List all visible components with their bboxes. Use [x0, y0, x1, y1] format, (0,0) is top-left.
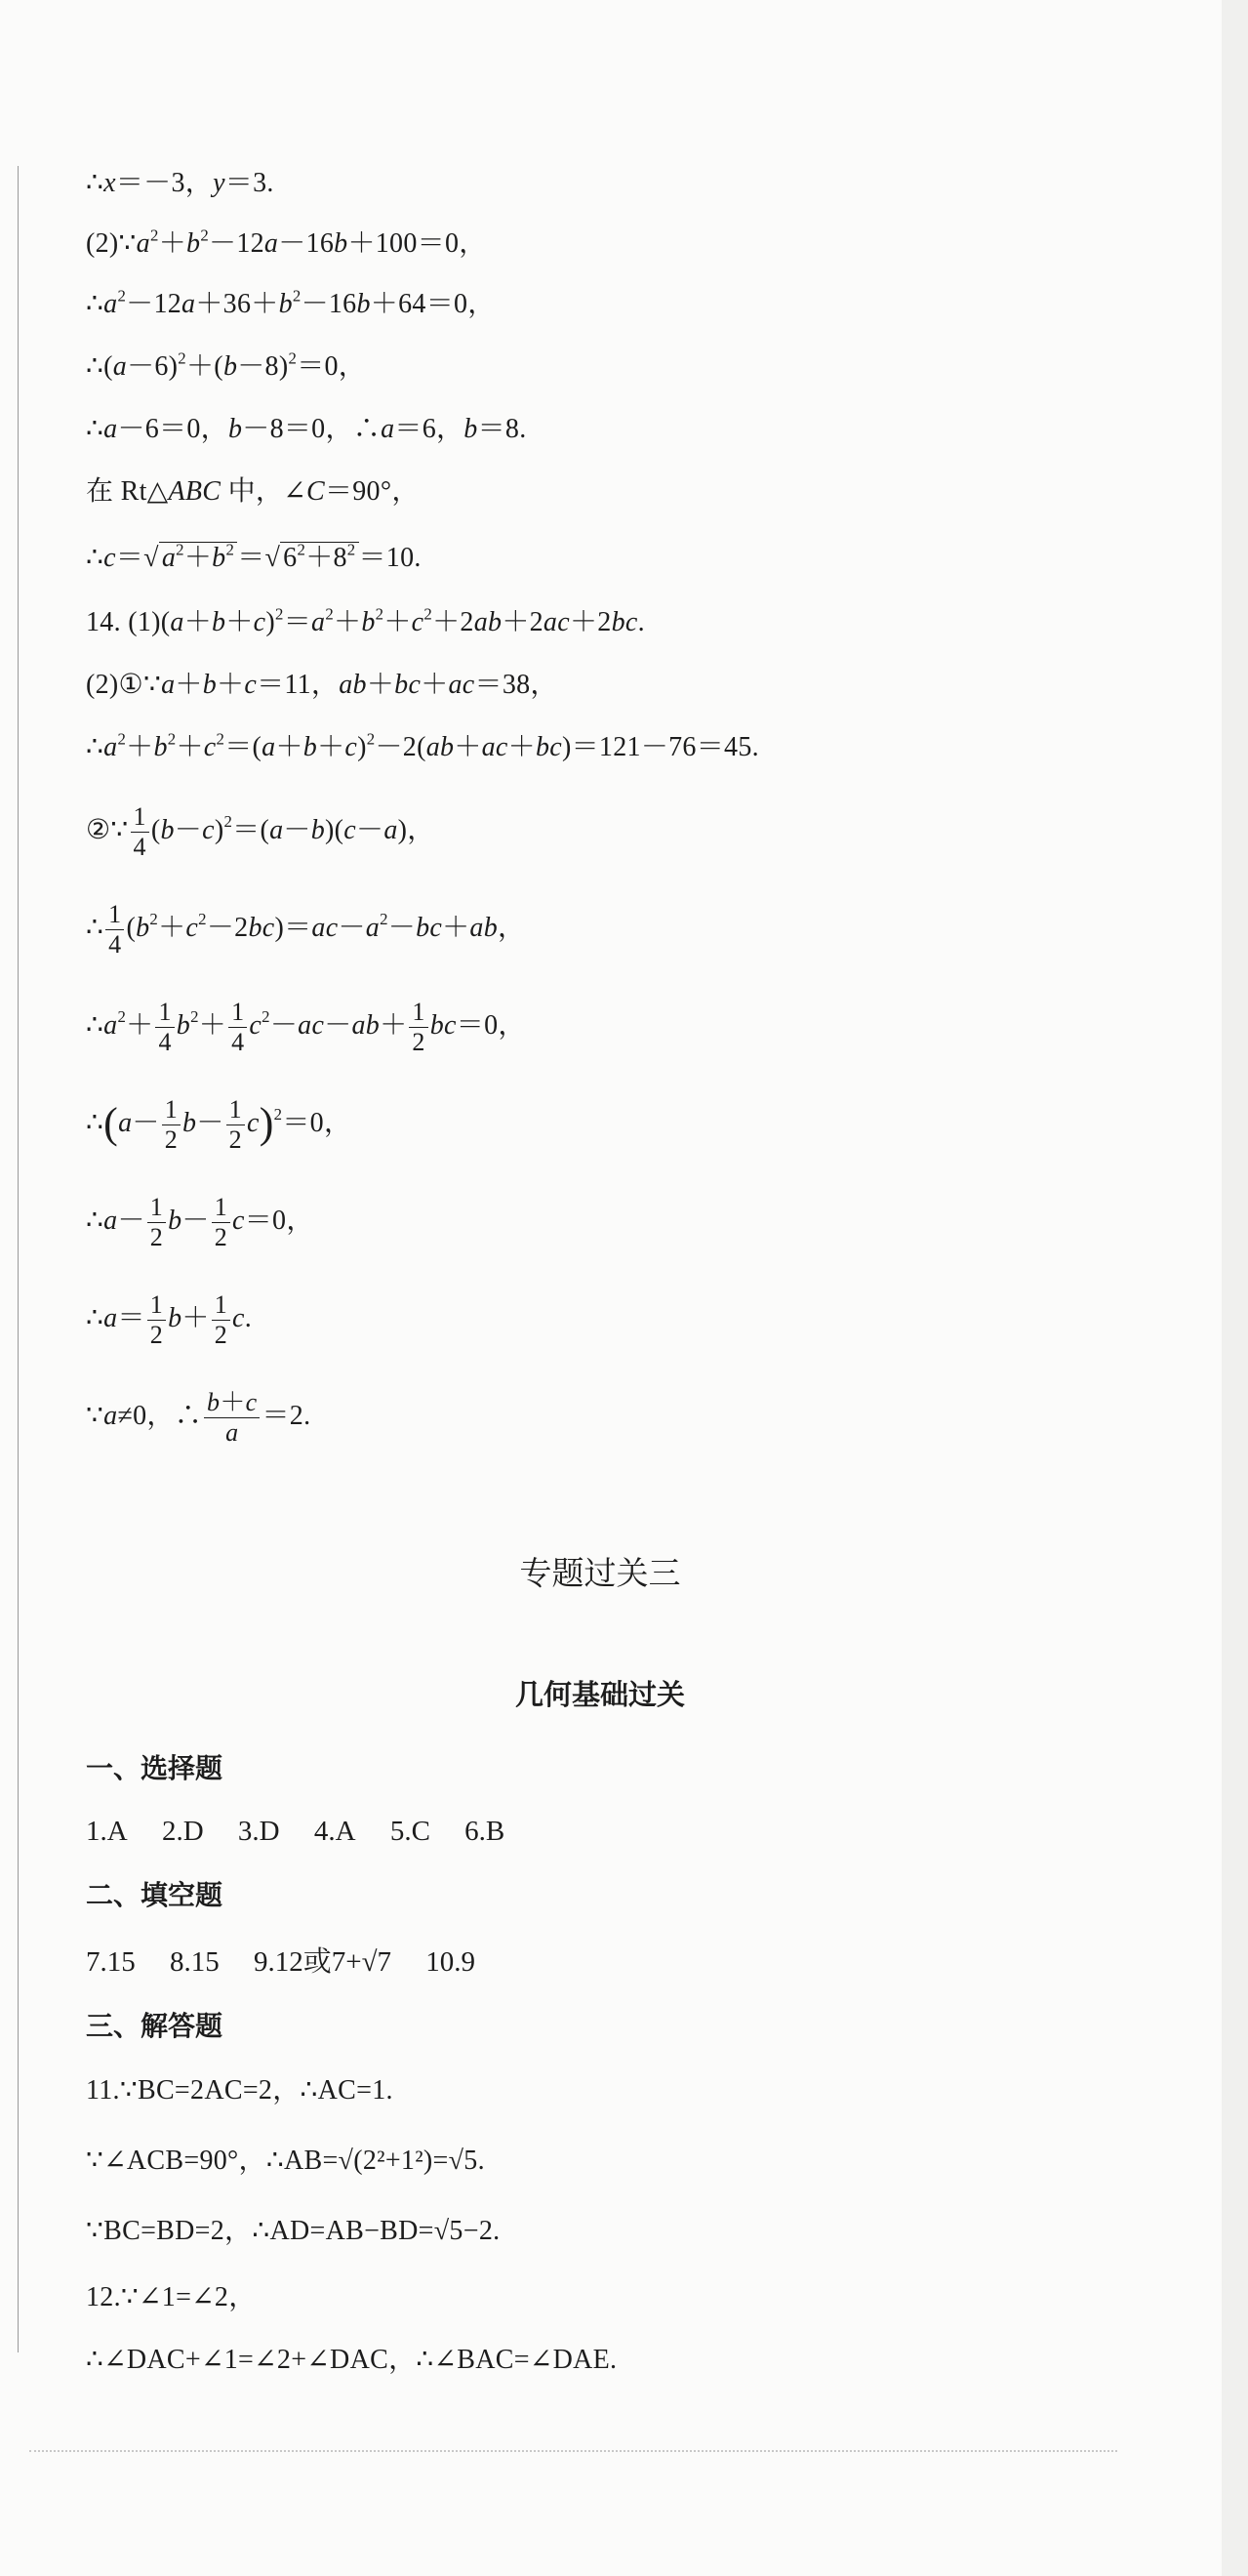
fill-answer: 9.12或7+√7 — [254, 1946, 392, 1978]
q11-line-1: 11.∵BC=2AC=2，∴AC=1. — [86, 2075, 393, 2106]
choice-answer: 6.B — [464, 1816, 505, 1847]
choice-answer: 5.C — [389, 1816, 430, 1847]
fill-answers — [86, 1942, 503, 1982]
q12-line-1: 12.∵∠1=∠2， — [86, 2282, 257, 2312]
choice-answer: 1.A — [86, 1816, 128, 1847]
page-edge-shadow — [1222, 0, 1248, 2576]
section-heading-solve: 三、解答题 — [86, 2010, 223, 2042]
bottom-dotted-rule — [29, 2450, 1117, 2452]
answer-line-7: ∴c＝√ $a^2+b^2$ ＝√ $6^2+8^2 =10$. — [86, 540, 422, 573]
choice-answer: 4.A — [313, 1816, 356, 1847]
answer-line-11: ②∵ $\frac{1}{4}$ $(b-c)^2=(a-b)(c-a)$， — [86, 802, 435, 861]
answer-line-8: 14. $(1)(a+b+c)^2=a^2+b^2+c^2+2ab+2ac+2bc$. — [86, 604, 645, 637]
answer-line-3: $\therefore a^2-12a+36+b^2-16b+64=0$， — [86, 286, 496, 319]
choice-answer: 3.D — [237, 1816, 280, 1847]
answer-line-12: ∴ $\frac{1}{4}$ $(b^2+c^2-2bc)=ac-a^2-bc+ab$， — [86, 900, 526, 959]
answer-line-16: ∴a＝ $\frac{1}{2}$ b＋ $\frac{1}{2}$ c. — [86, 1290, 253, 1349]
chapter-title: 专题过关三 — [519, 1554, 681, 1592]
answer-line-10: $\therefore a^2+b^2+c^2=(a+b+c)^2-2(ab+ac+bc)=121-76=45$. — [86, 729, 759, 762]
answer-line-2: $(2)\because a^2+b^2-12a-16b+100=0$， — [86, 225, 487, 259]
choice-answers — [86, 1812, 532, 1851]
answer-line-1: ∴x＝－3，y＝3. — [86, 168, 274, 198]
section-subtitle: 几何基础过关 — [514, 1678, 685, 1711]
choice-answer: 2.D — [161, 1816, 204, 1847]
q12-line-2: ∴∠DAC+∠1=∠2+∠DAC，∴∠BAC=∠DAE. — [86, 2345, 618, 2375]
answer-line-17: ∵a≠0，∴ $\frac{b+c}{a}$ ＝2. — [86, 1388, 311, 1447]
answer-line-4: $\therefore(a-6)^2+(b-8)^2=0$， — [86, 348, 367, 382]
answer-line-6: 在 Rt△ABC 中，∠C＝90°， — [86, 476, 420, 507]
fill-answer: 8.15 — [170, 1946, 220, 1978]
answer-line-9: (2)①∵a＋b＋c＝11，ab＋bc＋ac＝38， — [86, 670, 558, 700]
section-heading-choice: 一、选择题 — [86, 1752, 223, 1784]
answer-line-13: $\therefore a^2+$ $\frac{1}{4}$ $b^2+$ $\frac{1}{4}$ $c^2-ac-ab+$ $\frac{1}{2}$ bc＝0， — [86, 998, 526, 1056]
answer-line-15: ∴a－ $\frac{1}{2}$ b－ $\frac{1}{2}$ c＝0， — [86, 1193, 314, 1251]
margin-rule — [18, 166, 19, 2352]
q11-line-2: ∵∠ACB=90°，∴AB=√(2²+1²)=√5. — [86, 2146, 485, 2176]
answer-line-14: ∴(a－ $\frac{1}{2}$ b－ $\frac{1}{2}$ c)$^2$＝0， — [86, 1095, 352, 1154]
fill-answer: 7.15 — [86, 1946, 136, 1978]
section-heading-fill: 二、填空题 — [86, 1879, 223, 1911]
answer-line-5: ∴a－6＝0，b－8＝0，∴a＝6，b＝8. — [86, 414, 527, 444]
fill-answer: 10.9 — [425, 1946, 476, 1978]
q11-line-3: ∵BC=BD=2，∴AD=AB−BD=√5−2. — [86, 2216, 501, 2246]
